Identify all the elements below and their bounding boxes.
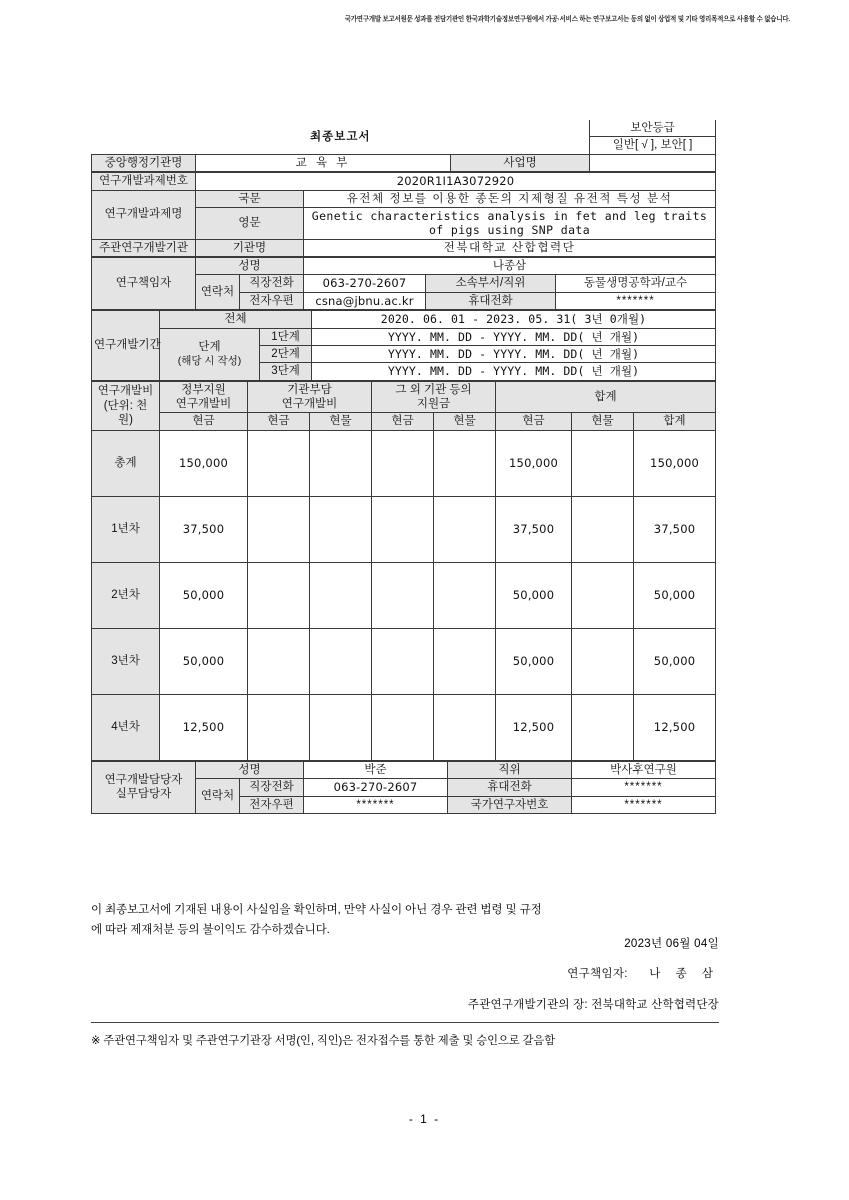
research-period-table bbox=[91, 310, 716, 381]
budget-row-label: 4년차 bbox=[92, 694, 160, 760]
budget-cell-org-inkind bbox=[310, 430, 372, 496]
budget-cell-total-sum: 50,000 bbox=[634, 562, 716, 628]
principal-investigator-table bbox=[91, 257, 716, 310]
budget-subheader-total-sum: 합계 bbox=[634, 413, 716, 430]
pi-mobile-value: ******* bbox=[556, 292, 716, 309]
period-stage-3-name: 3단계 bbox=[260, 363, 312, 380]
budget-cell-org-inkind bbox=[310, 562, 372, 628]
manager-name-label: 성명 bbox=[196, 761, 304, 778]
budget-cell-total-cash: 37,500 bbox=[496, 496, 572, 562]
pi-signature-label: 연구책임자: bbox=[567, 968, 628, 980]
budget-cell-total-inkind bbox=[572, 628, 634, 694]
project-title-kr-row bbox=[92, 190, 716, 207]
budget-cell-gov-cash: 150,000 bbox=[160, 430, 248, 496]
budget-cell-total-sum: 12,500 bbox=[634, 694, 716, 760]
budget-cell-other-inkind bbox=[434, 430, 496, 496]
manager-researcher-number-label: 국가연구자번호 bbox=[448, 796, 572, 813]
agency-row bbox=[92, 154, 716, 171]
pi-department-label: 소속부서/직위 bbox=[426, 275, 556, 292]
declaration-line-2: 에 따라 제재처분 등의 불이익도 감수하겠습니다. bbox=[91, 924, 330, 937]
budget-cell-gov-cash: 37,500 bbox=[160, 496, 248, 562]
period-stage-2-name: 2단계 bbox=[260, 345, 312, 362]
budget-subheader-org-inkind: 현물 bbox=[310, 413, 372, 430]
title-row bbox=[92, 120, 716, 137]
korean-title-label: 국문 bbox=[196, 190, 304, 207]
budget-cell-other-inkind bbox=[434, 562, 496, 628]
budget-subheader-gov-cash: 현금 bbox=[160, 413, 248, 430]
budget-group-organization-line-1: 기관부담 bbox=[287, 383, 332, 396]
project-title-label: 연구개발과제명 bbox=[92, 190, 196, 239]
english-title-value bbox=[304, 207, 716, 239]
manager-position-value: 박사후연구원 bbox=[572, 761, 716, 778]
security-grade-label: 보안등급 bbox=[590, 120, 716, 137]
organization-signature-line: 주관연구개발기관의 장: 전북대학교 산학협력단장 bbox=[467, 999, 719, 1011]
budget-cell-total-cash: 150,000 bbox=[496, 430, 572, 496]
budget-cell-total-sum: 150,000 bbox=[634, 430, 716, 496]
budget-sub-header-row bbox=[92, 413, 716, 430]
budget-row-label: 1년차 bbox=[92, 496, 160, 562]
budget-cell-other-cash bbox=[372, 430, 434, 496]
english-title-line-2: of pigs using SNP data bbox=[428, 223, 591, 238]
period-stage1-row bbox=[92, 328, 716, 345]
budget-cell-org-cash bbox=[248, 496, 310, 562]
budget-cell-total-inkind bbox=[572, 562, 634, 628]
budget-cell-gov-cash: 50,000 bbox=[160, 628, 248, 694]
budget-group-other bbox=[372, 381, 496, 413]
project-table bbox=[91, 172, 716, 257]
period-stage-label-main: 단계 bbox=[198, 341, 221, 354]
budget-row-label: 총계 bbox=[92, 430, 160, 496]
manager-office-phone-label: 직장전화 bbox=[240, 779, 304, 796]
declaration-line-1: 이 최종보고서에 기재된 내용이 사실임을 확인하며, 만약 사실이 아닌 경우 관련 법령 및 규정 bbox=[91, 904, 542, 916]
budget-row-label: 3년차 bbox=[92, 628, 160, 694]
budget-subheader-other-cash: 현금 bbox=[372, 413, 434, 430]
declaration-date: 2023년 06월 04일 bbox=[624, 938, 719, 950]
budget-cell-gov-cash: 50,000 bbox=[160, 562, 248, 628]
project-number-row bbox=[92, 173, 716, 190]
budget-subheader-org-cash: 현금 bbox=[248, 413, 310, 430]
pi-email-value: csna@jbnu.ac.kr bbox=[304, 292, 426, 309]
host-org-row bbox=[92, 239, 716, 256]
budget-cell-org-cash bbox=[248, 628, 310, 694]
table-row bbox=[92, 628, 716, 694]
budget-subheader-total-inkind: 현물 bbox=[572, 413, 634, 430]
central-agency-value: 교 육 부 bbox=[196, 154, 451, 171]
pi-department-value: 동물생명공학과/교수 bbox=[556, 275, 716, 292]
signature-footnote: ※ 주관연구책임자 및 주관연구기관장 서명(인, 직인)은 전자접수를 통한 제출 및 승인으로 갈음함 bbox=[91, 1035, 556, 1047]
budget-group-government-line-2: 연구개발비 bbox=[175, 398, 232, 410]
period-total-value: 2020. 06. 01 - 2023. 05. 31( 3년 0개월) bbox=[312, 311, 716, 328]
period-stage-1-value: YYYY. MM. DD - YYYY. MM. DD( 년 개월) bbox=[312, 328, 716, 345]
page-title: 최종보고서 bbox=[92, 120, 590, 154]
budget-group-government-line-1: 정부지원 bbox=[181, 383, 226, 396]
budget-table bbox=[91, 381, 716, 761]
budget-cell-org-inkind bbox=[310, 496, 372, 562]
period-stage-1-name: 1단계 bbox=[260, 328, 312, 345]
pi-email-label: 전자우편 bbox=[240, 292, 304, 309]
pi-name-row bbox=[92, 258, 716, 275]
period-stage-label bbox=[160, 328, 260, 380]
manager-table bbox=[91, 761, 716, 814]
budget-group-header-row bbox=[92, 381, 716, 413]
budget-corner-line-2: (단위: 천 bbox=[103, 399, 148, 412]
english-title-label: 영문 bbox=[196, 207, 304, 239]
budget-cell-total-sum: 37,500 bbox=[634, 496, 716, 562]
table-row bbox=[92, 496, 716, 562]
manager-mobile-value: ******* bbox=[572, 779, 716, 796]
central-agency-label: 중앙행정기관명 bbox=[92, 154, 196, 171]
manager-contact-label: 연락처 bbox=[196, 779, 240, 814]
project-number-label: 연구개발과제번호 bbox=[92, 173, 196, 190]
budget-cell-gov-cash: 12,500 bbox=[160, 694, 248, 760]
pi-name-value: 나종삼 bbox=[304, 258, 716, 275]
budget-cell-total-inkind bbox=[572, 430, 634, 496]
budget-row-label: 2년차 bbox=[92, 562, 160, 628]
budget-cell-org-inkind bbox=[310, 628, 372, 694]
manager-position-label: 직위 bbox=[448, 761, 572, 778]
manager-office-phone-value: 063-270-2607 bbox=[304, 779, 448, 796]
table-row bbox=[92, 694, 716, 760]
budget-group-organization bbox=[248, 381, 372, 413]
period-stage-3-value: YYYY. MM. DD - YYYY. MM. DD( 년 개월) bbox=[312, 363, 716, 380]
budget-group-other-line-2: 지원금 bbox=[416, 398, 451, 410]
manager-name-value: 박준 bbox=[304, 761, 448, 778]
page-number: - 1 - bbox=[408, 1112, 441, 1126]
budget-cell-other-cash bbox=[372, 694, 434, 760]
copyright-notice: 국가연구개발 보고서원문 성과를 전담기관인 한국과학기술정보연구원에서 가공·서비스 하는 연구보고서는 동의 없이 상업적 및 기타 영리목적으로 사용할 수 없습니다. bbox=[344, 15, 790, 24]
budget-cell-org-inkind bbox=[310, 694, 372, 760]
budget-cell-total-inkind bbox=[572, 694, 634, 760]
pi-signature-name: 나 종 삼 bbox=[649, 968, 719, 980]
period-total-label: 전체 bbox=[160, 311, 312, 328]
budget-corner-line-3: 원) bbox=[118, 413, 133, 426]
budget-cell-total-cash: 12,500 bbox=[496, 694, 572, 760]
pi-office-phone-value: 063-270-2607 bbox=[304, 275, 426, 292]
budget-cell-other-cash bbox=[372, 562, 434, 628]
budget-cell-total-cash: 50,000 bbox=[496, 562, 572, 628]
pi-signature-line bbox=[91, 965, 719, 981]
budget-group-other-line-1: 그 외 기관 등의 bbox=[395, 383, 472, 396]
budget-subheader-total-cash: 현금 bbox=[496, 413, 572, 430]
budget-cell-other-inkind bbox=[434, 496, 496, 562]
english-title-line-1: Genetic characteristics analysis in fet and leg traits bbox=[311, 208, 708, 223]
budget-cell-org-cash bbox=[248, 430, 310, 496]
signature-divider bbox=[91, 1022, 719, 1023]
budget-cell-other-cash bbox=[372, 496, 434, 562]
korean-title-value: 유전체 정보를 이용한 종돈의 지제형질 유전적 특성 분석 bbox=[304, 190, 716, 207]
pi-contact-label: 연락처 bbox=[196, 275, 240, 310]
manager-researcher-number-value: ******* bbox=[572, 796, 716, 813]
budget-group-government bbox=[160, 381, 248, 413]
pi-office-phone-label: 직장전화 bbox=[240, 275, 304, 292]
host-org-name-value: 전북대학교 산합협력단 bbox=[304, 239, 716, 256]
budget-cell-org-cash bbox=[248, 694, 310, 760]
manager-email-value: ******* bbox=[304, 796, 448, 813]
budget-cell-other-inkind bbox=[434, 694, 496, 760]
project-number-value: 2020R1I1A3072920 bbox=[196, 173, 716, 190]
table-row bbox=[92, 562, 716, 628]
pi-name-label: 성명 bbox=[196, 258, 304, 275]
host-org-label: 주관연구개발기관 bbox=[92, 239, 196, 256]
pi-label: 연구책임자 bbox=[92, 258, 196, 310]
program-name-value bbox=[590, 154, 716, 171]
manager-label-line-1: 연구개발담당자 bbox=[104, 773, 183, 786]
manager-label bbox=[92, 761, 196, 813]
manager-email-label: 전자우편 bbox=[240, 796, 304, 813]
budget-group-total: 합계 bbox=[496, 381, 716, 413]
host-org-name-label: 기관명 bbox=[196, 239, 304, 256]
budget-group-organization-line-2: 연구개발비 bbox=[281, 398, 338, 410]
security-grade-value: 일반[ √ ], 보안[ ] bbox=[590, 137, 716, 154]
report-cover-sheet bbox=[91, 120, 715, 814]
budget-subheader-other-inkind: 현물 bbox=[434, 413, 496, 430]
pi-mobile-label: 휴대전화 bbox=[426, 292, 556, 309]
manager-name-row bbox=[92, 761, 716, 778]
budget-cell-other-inkind bbox=[434, 628, 496, 694]
budget-corner-label bbox=[92, 381, 160, 430]
budget-cell-total-sum: 50,000 bbox=[634, 628, 716, 694]
manager-label-line-2: 실무담당자 bbox=[115, 788, 172, 801]
header-table bbox=[91, 120, 716, 172]
table-row bbox=[92, 430, 716, 496]
period-stage-2-value: YYYY. MM. DD - YYYY. MM. DD( 년 개월) bbox=[312, 345, 716, 362]
period-label: 연구개발기간 bbox=[92, 311, 160, 381]
manager-mobile-label: 휴대전화 bbox=[448, 779, 572, 796]
period-total-row bbox=[92, 311, 716, 328]
budget-cell-other-cash bbox=[372, 628, 434, 694]
budget-cell-total-cash: 50,000 bbox=[496, 628, 572, 694]
budget-cell-org-cash bbox=[248, 562, 310, 628]
period-stage-label-sub: (해당 시 작성) bbox=[177, 354, 242, 367]
budget-corner-line-1: 연구개발비 bbox=[97, 385, 154, 398]
budget-cell-total-inkind bbox=[572, 496, 634, 562]
program-name-label: 사업명 bbox=[451, 154, 590, 171]
